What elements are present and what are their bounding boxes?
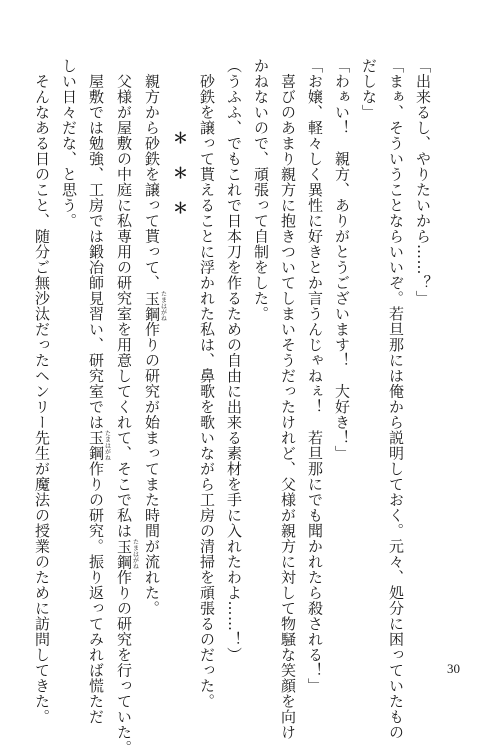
- dialogue-line: 「わぁい！ 親方、ありがとうございます！ 大好き！」: [333, 58, 351, 461]
- scene-break-asterisks: ＊＊＊: [171, 130, 189, 235]
- narration-line: 屋敷では勉強、工房では鍛冶師見習い、研究室では玉鋼たまはがね作りの研究。振り返ってみれば慌ただ: [87, 58, 111, 725]
- narration-line: そんなある日のこと、随分ご無沙汰だったヘンリー先生が魔法の授業のために訪問してきた。: [33, 58, 51, 725]
- dialogue-line: 「まぁ、そういうことならいいぞ。若旦那には俺から説明しておく。元々、処分に困っていたもの: [387, 58, 405, 740]
- ruby-tamahagane: 玉鋼たまはがね: [87, 430, 111, 461]
- dialogue-line: 「お嬢、軽々しく異性に好きとか言うんじゃねぇ！ 若旦那にでも聞かれたら殺される！」: [306, 58, 324, 694]
- thought-line: （うふふ、でもこれで日本刀を作るための自由に出来る素材を手に入れたわよ……！）: [225, 58, 243, 663]
- narration-line: しい日々だな、と思う。: [60, 58, 78, 229]
- page-number: 30: [447, 661, 460, 676]
- narration-line: かねないので、頑張って自制をした。: [252, 58, 270, 322]
- narration-line: 喜びのあまり親方に抱きついてしまいそうだったけれど、父様が親方に対して物騒な笑顔を向け: [279, 58, 297, 740]
- narration-line: 親方から砂鉄を譲って貰って、玉鋼たまはがね作りの研究が始まってまた時間が流れた。: [143, 58, 167, 616]
- dialogue-line: だしな」: [360, 58, 378, 120]
- narration-line: 父様が屋敷の中庭に私専用の研究室を用意してくれて、そこで私は玉鋼たまはがね作りの研究を行っていた。: [115, 58, 139, 756]
- vertical-text-body: [28, 58, 436, 756]
- ruby-tamahagane: 玉鋼たまはがね: [143, 290, 167, 322]
- dialogue-line: 「出来るし、やりたいから……？」: [414, 58, 432, 306]
- ruby-tamahagane: 玉鋼たまはがね: [115, 538, 139, 570]
- narration-line: 砂鉄を譲って貰えることに浮かれた私は、鼻歌を歌いながら工房の清掃を頑張るのだった。: [198, 58, 216, 709]
